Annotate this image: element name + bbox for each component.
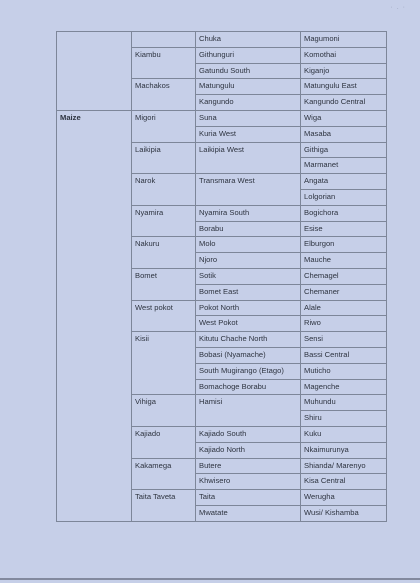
subcounty-cell: Taita xyxy=(196,490,301,506)
county-cell: Kisii xyxy=(132,332,196,395)
ward-cell: Kuku xyxy=(301,426,387,442)
ward-cell: Shianda/ Marenyo xyxy=(301,458,387,474)
county-cell: Narok xyxy=(132,174,196,206)
subcounty-cell: Transmara West xyxy=(196,174,301,206)
page-bottom-edge xyxy=(0,578,420,580)
county-cell: Kiambu xyxy=(132,47,196,79)
crop-cell: Maize xyxy=(57,110,132,521)
subcounty-cell: Gatundu South xyxy=(196,63,301,79)
subcounty-cell: Kitutu Chache North xyxy=(196,332,301,348)
ward-cell: Elburgon xyxy=(301,237,387,253)
subcounty-cell: Butere xyxy=(196,458,301,474)
subcounty-cell: Kajiado North xyxy=(196,442,301,458)
county-cell: Laikipia xyxy=(132,142,196,174)
ward-cell: Esise xyxy=(301,221,387,237)
subcounty-cell: Laikipia West xyxy=(196,142,301,174)
subcounty-cell: Khwisero xyxy=(196,474,301,490)
county-cell: West pokot xyxy=(132,300,196,332)
ward-cell: Wusi/ Kishamba xyxy=(301,505,387,521)
ward-cell: Masaba xyxy=(301,126,387,142)
subcounty-cell: Kajiado South xyxy=(196,426,301,442)
ward-cell: Sensi xyxy=(301,332,387,348)
subcounty-cell: Kuria West xyxy=(196,126,301,142)
ward-cell: Muhundu xyxy=(301,395,387,411)
ward-cell: Kangundo Central xyxy=(301,95,387,111)
county-cell: Migori xyxy=(132,110,196,142)
ward-cell: Riwo xyxy=(301,316,387,332)
page-mark: · . · xyxy=(390,4,406,11)
county-cell: Kakamega xyxy=(132,458,196,490)
ward-cell: Mauche xyxy=(301,253,387,269)
crop-county-ward-table xyxy=(56,31,387,522)
subcounty-cell: Pokot North xyxy=(196,300,301,316)
county-cell: Taita Taveta xyxy=(132,490,196,522)
crop-cell-empty xyxy=(57,32,132,111)
ward-cell: Wiga xyxy=(301,110,387,126)
ward-cell: Chemaner xyxy=(301,284,387,300)
county-cell xyxy=(132,32,196,48)
subcounty-cell: Githunguri xyxy=(196,47,301,63)
ward-cell: Shiru xyxy=(301,411,387,427)
ward-cell: Alale xyxy=(301,300,387,316)
subcounty-cell: Chuka xyxy=(196,32,301,48)
table-row xyxy=(57,110,387,126)
ward-cell: Matungulu East xyxy=(301,79,387,95)
ward-cell: Magenche xyxy=(301,379,387,395)
subcounty-cell: Molo xyxy=(196,237,301,253)
subcounty-cell: Njoro xyxy=(196,253,301,269)
subcounty-cell: Borabu xyxy=(196,221,301,237)
county-cell: Bomet xyxy=(132,268,196,300)
subcounty-cell: Hamisi xyxy=(196,395,301,427)
ward-cell: Werugha xyxy=(301,490,387,506)
table-row xyxy=(57,32,387,48)
subcounty-cell: Mwatate xyxy=(196,505,301,521)
subcounty-cell: West Pokot xyxy=(196,316,301,332)
ward-cell: Muticho xyxy=(301,363,387,379)
ward-cell: Kiganjo xyxy=(301,63,387,79)
subcounty-cell: Nyamira South xyxy=(196,205,301,221)
subcounty-cell: Matungulu xyxy=(196,79,301,95)
ward-cell: Chemagel xyxy=(301,268,387,284)
ward-cell: Bogichora xyxy=(301,205,387,221)
county-cell: Nakuru xyxy=(132,237,196,269)
subcounty-cell: Sotik xyxy=(196,268,301,284)
subcounty-cell: Bobasi (Nyamache) xyxy=(196,347,301,363)
subcounty-cell: South Mugirango (Etago) xyxy=(196,363,301,379)
subcounty-cell: Kangundo xyxy=(196,95,301,111)
ward-cell: Kisa Central xyxy=(301,474,387,490)
ward-cell: Angata xyxy=(301,174,387,190)
subcounty-cell: Suna xyxy=(196,110,301,126)
ward-cell: Lolgorian xyxy=(301,189,387,205)
county-cell: Kajiado xyxy=(132,426,196,458)
subcounty-cell: Bomet East xyxy=(196,284,301,300)
county-cell: Machakos xyxy=(132,79,196,111)
county-cell: Nyamira xyxy=(132,205,196,237)
ward-cell: Magumoni xyxy=(301,32,387,48)
ward-cell: Githiga xyxy=(301,142,387,158)
ward-cell: Bassi Central xyxy=(301,347,387,363)
ward-cell: Nkaimurunya xyxy=(301,442,387,458)
ward-cell: Komothai xyxy=(301,47,387,63)
ward-cell: Marmanet xyxy=(301,158,387,174)
subcounty-cell: Bomachoge Borabu xyxy=(196,379,301,395)
county-cell: Vihiga xyxy=(132,395,196,427)
